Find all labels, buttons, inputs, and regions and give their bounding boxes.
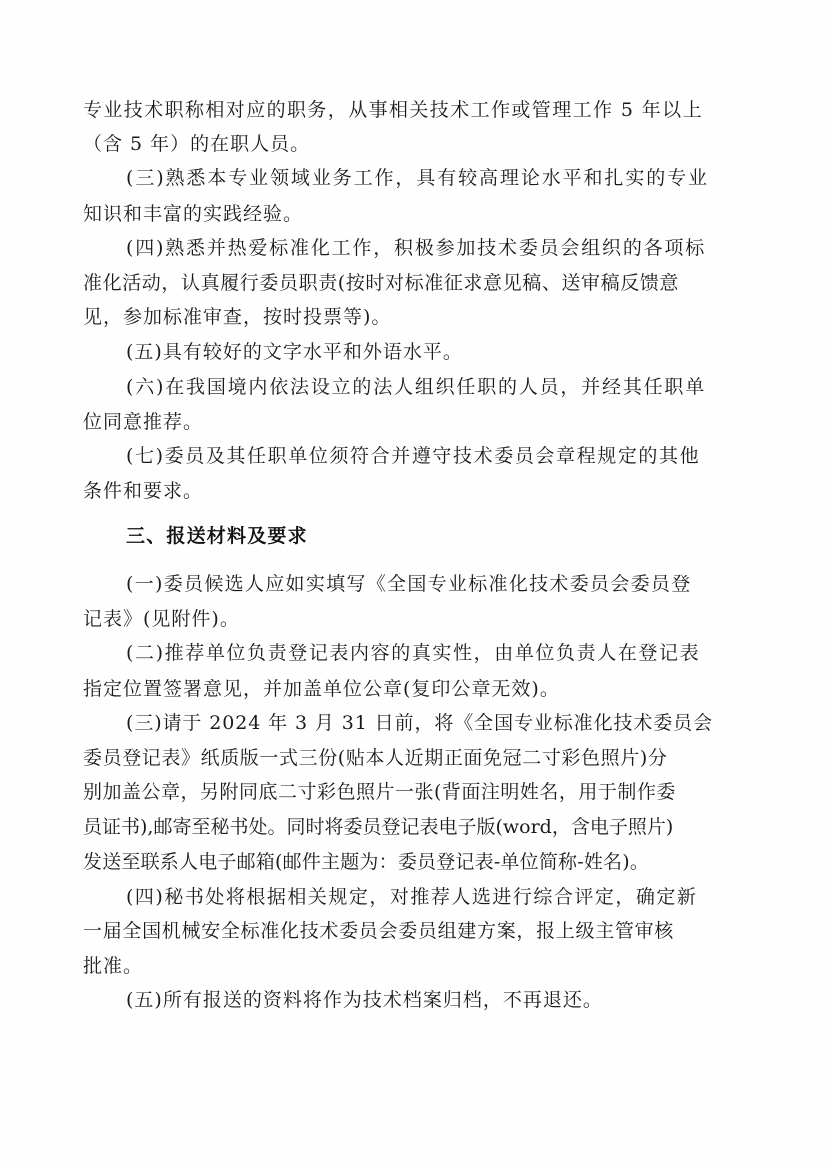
paragraph-line: (三)请于 2024 年 3 月 31 日前，将《全国专业标准化技术委员会 [126,712,713,734]
paragraph-line: (三)熟悉本专业领域业务工作，具有较高理论水平和扎实的专业 [126,167,709,189]
paragraph-line: 别加盖公章，另附同底二寸彩色照片一张(背面注明姓名，用于制作委 [83,781,676,803]
paragraph-line: 发送至联系人电子邮箱(邮件主题为：委员登记表-单位简称-姓名)。 [83,851,650,873]
paragraph-line: 专业技术职称相对应的职务，从事相关技术工作或管理工作 5 年以上 [83,99,703,121]
paragraph-line: (二)推荐单位负责登记表内容的真实性，由单位负责人在登记表 [126,642,701,664]
paragraph-line: 见，参加标准审查，按时投票等)。 [83,306,392,328]
paragraph-line: (六)在我国境内依法设立的法人组织任职的人员，并经其任职单 [126,376,707,398]
paragraph-line: 准化活动，认真履行委员职责(按时对标准征求意见稿、送审稿反馈意 [83,272,680,294]
paragraph-line: (五)具有较好的文字水平和外语水平。 [126,341,463,363]
paragraph-line: 位同意推荐。 [83,411,204,433]
paragraph-line: 知识和丰富的实践经验。 [83,203,304,225]
paragraph-line: 指定位置签署意见，并加盖单位公章(复印公章无效)。 [83,678,560,700]
paragraph-line: (五)所有报送的资料将作为技术档案归档，不再退还。 [126,989,603,1011]
paragraph-line: （含 5 年）的在职人员。 [83,133,311,155]
paragraph-line: 员证书),邮寄至秘书处。同时将委员登记表电子版(word，含电子照片) [83,816,674,838]
section-heading: 三、报送材料及要求 [126,525,308,547]
paragraph-line: 批准。 [83,955,144,977]
paragraph-line: 记表》(见附件)。 [83,608,240,630]
paragraph-line: 一届全国机械安全标准化技术委员会委员组建方案，报上级主管审核 [83,920,675,942]
paragraph-line: 委员登记表》纸质版一式三份(贴本人近期正面免冠二寸彩色照片)分 [83,747,668,769]
paragraph-line: (一)委员候选人应如实填写《全国专业标准化技术委员会委员登 [126,573,692,595]
paragraph-line: (四)秘书处将根据相关规定，对推荐人选进行综合评定，确定新 [126,886,698,908]
paragraph-line: (七)委员及其任职单位须符合并遵守技术委员会章程规定的其他 [126,445,701,467]
paragraph-line: 条件和要求。 [83,480,204,502]
paragraph-line: (四)熟悉并热爱标准化工作，积极参加技术委员会组织的各项标 [126,237,707,259]
